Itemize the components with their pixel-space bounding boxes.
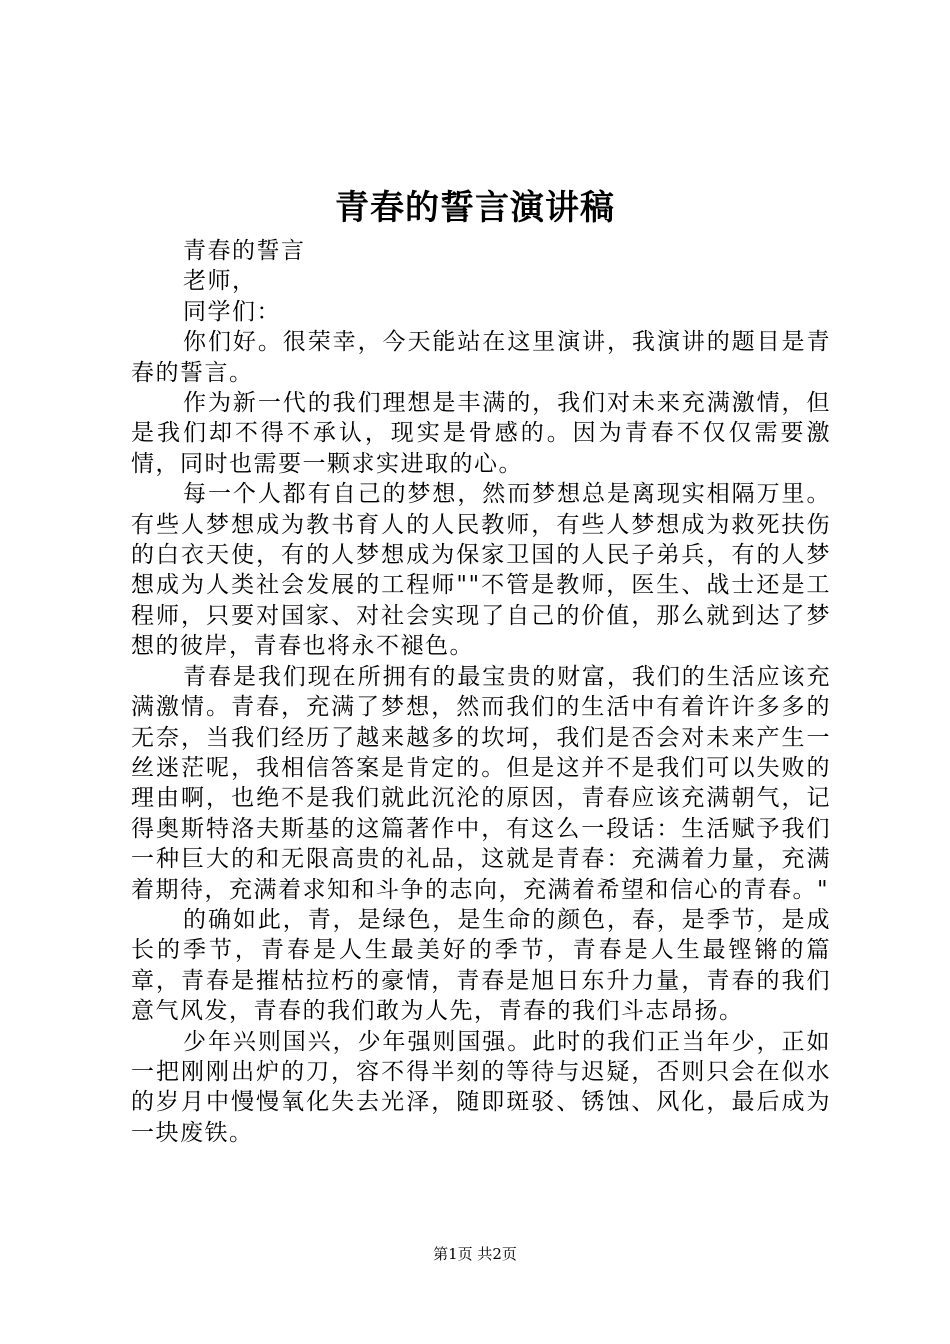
paragraph-greeting: 你们好。很荣幸，今天能站在这里演讲，我演讲的题目是青春的誓言。 bbox=[131, 329, 831, 386]
paragraph-youth-wealth: 青春是我们现在所拥有的最宝贵的财富，我们的生活应该充满激情。青春，充满了梦想，然而我们的生活中有着许许多多的无奈，当我们经历了越来越多的坎坷，我们是否会对未来产生一丝迷茫呢，我相信答案是肯定的。但是这并不是我们可以失败的理由啊，也绝不是我们就此沉沦的原因，青春应该充满朝气，记得奥斯特洛夫斯基的这篇著作中，有这么一段话：生活赋予我们一种巨大的和无限高贵的礼品，这就是青春：充满着力量，充满着期待，充满着求知和斗争的志向，充满着希望和信心的青春。" bbox=[131, 663, 831, 903]
page-footer: 第1页 共2页 bbox=[433, 1245, 517, 1263]
paragraph-youth-color: 的确如此，青，是绿色，是生命的颜色，春，是季节，是成长的季节，青春是人生最美好的季节，青春是人生最铿锵的篇章，青春是摧枯拉朽的豪情，青春是旭日东升力量，青春的我们意气风发，青春的我们敢为人先，青春的我们斗志昂扬。 bbox=[131, 906, 831, 1025]
paragraph-salutation-students: 同学们： bbox=[183, 298, 281, 325]
paragraph-salutation-teachers: 老师， bbox=[183, 268, 257, 295]
paragraph-dreams: 每一个人都有自己的梦想，然而梦想总是离现实相隔万里。有些人梦想成为教书育人的人民教师，有些人梦想成为救死扶伤的白衣天使，有的人梦想成为保家卫国的人民子弟兵，有的人梦想成为人类社会发展的工程师""不管是教师，医生、战士还是工程师，只要对国家、对社会实现了自己的价值，那么就到达了梦想的彼岸，青春也将永不褪色。 bbox=[131, 481, 831, 660]
document-title: 青春的誓言演讲稿 bbox=[335, 188, 615, 228]
paragraph-ideals: 作为新一代的我们理想是丰满的，我们对未来充满激情，但是我们却不得不承认，现实是骨感的。因为青春不仅仅需要激情，同时也需要一颗求实进取的心。 bbox=[131, 390, 831, 477]
document-body bbox=[131, 236, 831, 1148]
paragraph-youth-strength: 少年兴则国兴，少年强则国强。此时的我们正当年少，正如一把刚刚出炉的刀，容不得半刻的等待与迟疑，否则只会在似水的岁月中慢慢氧化失去光泽，随即斑驳、锈蚀、风化，最后成为一块废铁。 bbox=[131, 1028, 831, 1146]
paragraph-heading: 青春的誓言 bbox=[183, 238, 306, 264]
